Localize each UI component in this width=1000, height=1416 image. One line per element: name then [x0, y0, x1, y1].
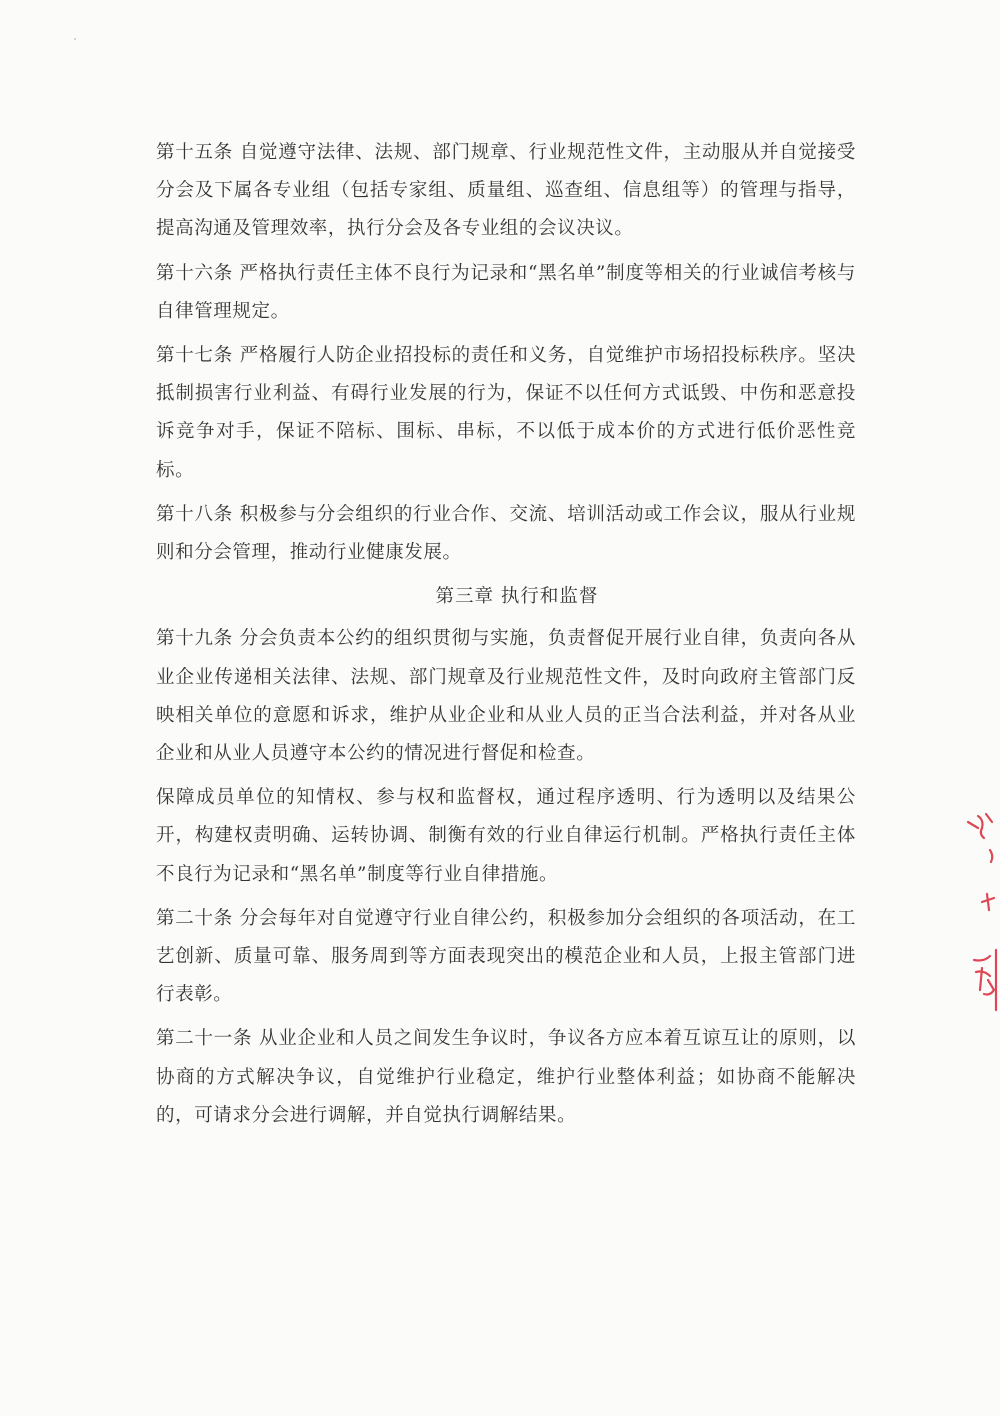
document-body: [156, 134, 856, 1141]
article-15-paragraph: 第十五条 自觉遵守法律、法规、部门规章、行业规范性文件，主动服从并自觉接受分会及下属各专业组（包括专家组、质量组、巡查组、信息组等）的管理与指导，提高沟通及管理效率，执行分会及各专业组的会议决议。: [156, 142, 856, 240]
article-19-paragraph: 第十九条 分会负责本公约的组织贯彻与实施，负责督促开展行业自律，负责向各从业企业传递相关法律、法规、部门规章及行业规范性文件，及时向政府主管部门反映相关单位的意愿和诉求，维护从业企业和从业人员的正当合法利益，并对各从业企业和从业人员遵守本公约的情况进行督促和检查。: [156, 628, 856, 765]
article-21-paragraph: 第二十一条 从业企业和人员之间发生争议时，争议各方应本着互谅互让的原则，以协商的方式解决争议，自觉维护行业稳定，维护行业整体利益；如协商不能解决的，可请求分会进行调解，并自觉执行调解结果。: [156, 1028, 856, 1126]
article-16-paragraph: 第十六条 严格执行责任主体不良行为记录和“黑名单”制度等相关的行业诚信考核与自律管理规定。: [156, 262, 856, 322]
chapter-title: 第三章 执行和监督: [435, 586, 599, 608]
seal-stamp-fragment: [960, 810, 1000, 1020]
article-18-paragraph: 第十八条 积极参与分会组织的行业合作、交流、培训活动或工作会议，服从行业规则和分会管理，推动行业健康发展。: [156, 503, 856, 564]
article-20-paragraph: 第二十条 分会每年对自觉遵守行业自律公约，积极参加分会组织的各项活动，在工艺创新、质量可靠、服务周到等方面表现突出的模范企业和人员，上报主管部门进行表彰。: [156, 907, 856, 1006]
article-17-paragraph: 第十七条 严格履行人防企业招投标的责任和义务，自觉维护市场招投标秩序。坚决抵制损害行业利益、有碍行业发展的行为，保证不以任何方式诋毁、中伤和恶意投诉竞争对手，保证不陪标、围标、串标，不以低于成本价的方式进行低价恶性竞标。: [156, 345, 856, 481]
scan-speck: [74, 38, 76, 40]
article-19-continuation-paragraph: 保障成员单位的知情权、参与权和监督权，通过程序透明、行为透明以及结果公开，构建权责明确、运转协调、制衡有效的行业自律运行机制。严格执行责任主体不良行为记录和“黑名单”制度等行业自律措施。: [156, 787, 856, 885]
